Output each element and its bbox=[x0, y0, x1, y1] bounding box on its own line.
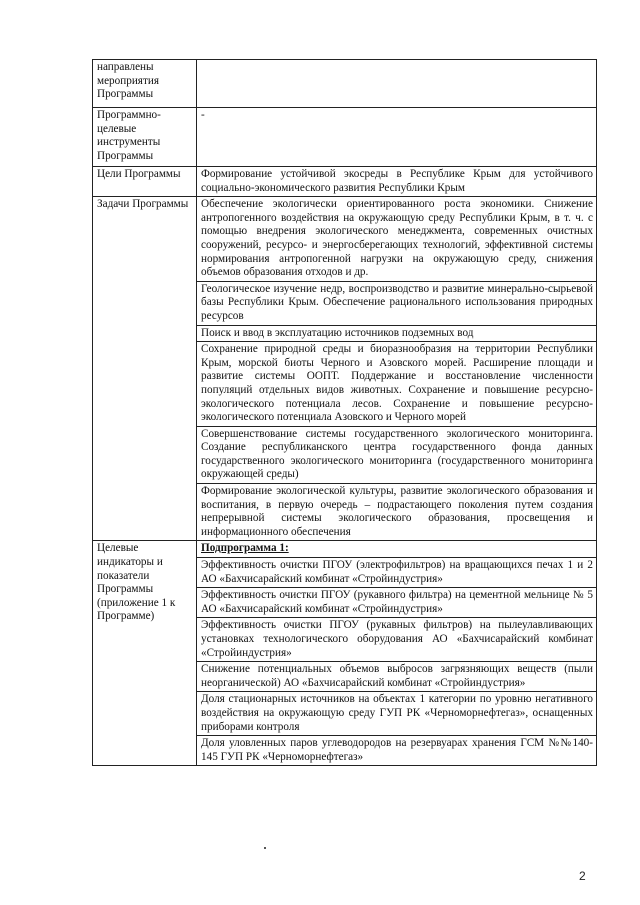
page-number: 2 bbox=[579, 869, 586, 883]
row-content: Формирование устойчивой экосреды в Республике Крым для устойчивого социально-экономического развития Республики Крым bbox=[197, 167, 597, 197]
indicator-item: Доля уловленных паров углеводородов на резервуарах хранения ГСМ №№140-145 ГУП РК «Черноморнефтегаз» bbox=[197, 736, 597, 766]
program-passport-table bbox=[92, 59, 597, 766]
subprogram-title-text: Подпрограмма 1: bbox=[201, 542, 289, 555]
row-label: Целевые индикаторы и показатели Программы (приложение 1 к Программе) bbox=[93, 541, 197, 766]
indicator-item: Доля стационарных источников на объектах 1 категории по уровню негативного воздействия на окружающую среду ГУП РК «Черноморнефтегаз», оснащенных приборами контроля bbox=[197, 692, 597, 736]
table-row bbox=[93, 197, 597, 282]
table-row bbox=[93, 60, 597, 108]
task-item: Поиск и ввод в эксплуатацию источников подземных вод bbox=[197, 325, 597, 342]
row-label: направлены мероприятия Программы bbox=[93, 60, 197, 108]
row-label: Программно-целевые инструменты Программы bbox=[93, 108, 197, 167]
table-row bbox=[93, 541, 597, 558]
subprogram-title bbox=[197, 541, 597, 558]
row-content: - bbox=[197, 108, 597, 167]
task-item: Совершенствование системы государственного экологического мониторинга. Создание республиканского центра государственного фонда данных государственного экологического мониторинга (государственного мониторинга окружающей среды) bbox=[197, 426, 597, 483]
scan-dot bbox=[264, 847, 266, 849]
row-label: Цели Программы bbox=[93, 167, 197, 197]
table-row bbox=[93, 108, 597, 167]
task-item: Формирование экологической культуры, развитие экологического образования и воспитания, в первую очередь – подрастающего поколения путем создания непрерывной системы экологического образования, просвещения и информационного обеспечения bbox=[197, 484, 597, 541]
row-label: Задачи Программы bbox=[93, 197, 197, 541]
indicator-item: Эффективность очистки ПГОУ (рукавного фильтра) на цементной мельнице № 5 АО «Бахчисарайский комбинат «Стройиндустрия» bbox=[197, 588, 597, 618]
task-item: Геологическое изучение недр, воспроизводство и развитие минерально-сырьевой базы Республики Крым. Обеспечение рационального использования природных ресурсов bbox=[197, 281, 597, 325]
row-content bbox=[197, 60, 597, 108]
table-row bbox=[93, 167, 597, 197]
indicator-item: Эффективность очистки ПГОУ (рукавных фильтров) на пылеулавливающих установках технологического оборудования АО «Бахчисарайский комбинат «Стройиндустрия» bbox=[197, 618, 597, 662]
indicator-item: Снижение потенциальных объемов выбросов загрязняющих веществ (пыли неорганической) АО «Бахчисарайский комбинат «Стройиндустрия» bbox=[197, 662, 597, 692]
indicator-item: Эффективность очистки ПГОУ (электрофильтров) на вращающихся печах 1 и 2 АО «Бахчисарайский комбинат «Стройиндустрия» bbox=[197, 558, 597, 588]
task-item: Обеспечение экологически ориентированного роста экономики. Снижение антропогенного воздействия на окружающую среду Республики Крым, в т. ч. с помощью внедрения экологического менеджмента, современных очистных сооружений, ресурсо- и энергосберегающих технологий, эффективной системы нормирования антропогенной нагрузки на окружающую среду, снижения объемов образования отходов и др. bbox=[197, 197, 597, 282]
task-item: Сохранение природной среды и биоразнообразия на территории Республики Крым, морской биоты Черного и Азовского морей. Расширение площади и развитие системы ООПТ. Поддержание и восстановление численности популяций отдельных видов животных. Сохранение и повышение ресурсно-экологического потенциала лесов. Сохранение и повышение ресурсно-экологического потенциала Азовского и Черного морей bbox=[197, 342, 597, 427]
